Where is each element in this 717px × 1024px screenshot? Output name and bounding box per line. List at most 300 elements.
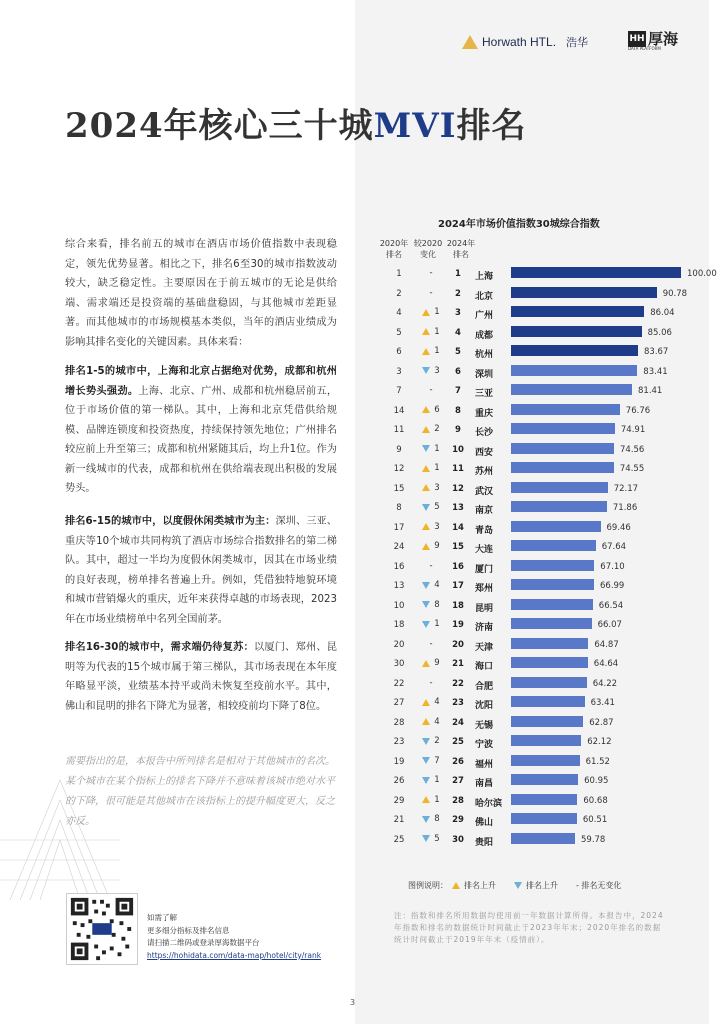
chart-row: [370, 732, 670, 752]
rank-2020: 19: [393, 756, 405, 767]
rank-change-value: 2: [434, 424, 440, 434]
chart-row: [370, 615, 670, 635]
rank-change-value: 3: [434, 521, 440, 532]
chart-row: [370, 303, 675, 323]
rank-change: [416, 502, 446, 512]
rank-2024: 28: [452, 795, 464, 806]
index-value-label: 66.99: [600, 581, 625, 591]
qr-code[interactable]: [66, 893, 138, 965]
index-value-label: 67.64: [601, 542, 627, 552]
rank-down-icon: [422, 621, 430, 628]
rank-2024: 26: [452, 756, 464, 767]
city-name: 北京: [475, 291, 494, 302]
rank-down-icon: [422, 601, 430, 608]
chart-row: [370, 635, 670, 655]
index-bar: [511, 462, 614, 473]
rank-2024: 12: [452, 483, 464, 494]
index-bar: [511, 774, 578, 785]
ranking-note: 需要指出的是，本报告中所列排名是相对于其他城市的名次。某个城市在某个指标上的排名下降并不意味着该城市绝对水平的下降，很可能是其他城市在该指标上的提升幅度更大，反之亦反。: [65, 756, 335, 827]
rank-2020: 2: [396, 288, 402, 299]
rank-up-icon: [422, 660, 430, 667]
index-bar: [511, 287, 657, 298]
index-bar: [511, 638, 588, 649]
horwath-logo: [462, 32, 588, 52]
rank-down-icon: [422, 367, 430, 374]
index-bar: [511, 501, 607, 512]
index-bar: [511, 267, 681, 278]
index-bar: [511, 618, 592, 629]
rank-down-icon: [422, 504, 430, 511]
chart-row: [370, 518, 670, 538]
chart-row: [370, 713, 670, 733]
rank-change: [416, 600, 446, 610]
city-name: 厦门: [475, 564, 494, 575]
rank-change-value: 3: [434, 365, 440, 376]
rank-up-icon: [422, 484, 430, 491]
rank-up-icon: [422, 426, 430, 433]
rank-2024: 16: [452, 561, 464, 572]
rank-2024: 14: [452, 522, 464, 533]
rank-2024: 18: [452, 600, 464, 611]
rank-up-icon: [422, 699, 430, 706]
chart-row: [370, 284, 688, 304]
intro-paragraph: 综合来看，排名前五的城市在酒店市场价值指数中表现稳定，领先优势显著。相比之下，排名6至30的城市指数波动较大，缺乏稳定性。主要原因在于前五城市的无论是供给端、需求端还是投资端的基础盘稳固，与其他城市差距显著。而其他城市的市场规模基本类似，当年的酒店业绩成为影响其排名变化的关键因素。具体来看：: [65, 239, 337, 348]
index-value-label: 60.95: [584, 776, 609, 786]
rank-2024: 22: [452, 678, 464, 689]
rank-change: [416, 678, 446, 688]
rank-2020: 18: [393, 620, 405, 630]
rank-2024: 20: [452, 639, 464, 650]
city-name: 大连: [475, 545, 494, 555]
rank-change-value: 4: [434, 580, 440, 590]
rank-change-value: 1: [434, 346, 440, 356]
rank-change: [416, 658, 446, 668]
tier2-paragraph: [65, 512, 337, 629]
index-value-label: 74.91: [620, 425, 646, 435]
rank-2024: 11: [452, 464, 464, 474]
index-value-label: 60.68: [583, 795, 608, 806]
tier3-heading: 排名16-30的城市中，需求端仍待复苏：: [65, 642, 254, 653]
title-part1: 2024年核心三十城: [65, 106, 374, 146]
index-bar: [511, 365, 637, 376]
rank-2020: 10: [393, 600, 405, 611]
rank-down-icon: [422, 757, 430, 764]
index-bar: [511, 599, 593, 610]
chart-row: [370, 810, 670, 830]
rank-2024: 19: [452, 620, 464, 630]
horwath-logo-text: Horwath HTL.: [482, 35, 557, 49]
city-name: 天津: [475, 642, 494, 653]
tier1-paragraph: [65, 362, 337, 499]
rank-2024: 21: [452, 659, 464, 669]
rank-change: [416, 268, 446, 278]
col-header-change: 较2020 变化: [413, 239, 443, 259]
houhai-mark-icon: HH: [628, 31, 646, 47]
city-name: 贵阳: [475, 837, 494, 848]
index-bar: [511, 735, 581, 746]
rank-up-icon: [422, 543, 430, 550]
chart-row: [370, 362, 670, 382]
tier2-text: 深圳、三亚、重庆等10个城市共同构筑了酒店市场综合指数排名的第二梯队。其中，超过一半均为度假休闲类城市，因其在市场业绩的良好表现，榜单排名普遍上升。例如，凭借独特地貌环境和城市营销爆火的重庆，近年来获得卓越的市场表现，2023年在市场业绩榜单中名列全国前茅。: [65, 516, 337, 625]
legend-prefix: 图例说明：: [408, 881, 448, 890]
horwath-logo-cn: 浩华: [566, 36, 589, 49]
rank-change: [416, 834, 446, 844]
rank-change: [416, 463, 446, 473]
data-footnote: 注：指数和排名所用数据均使用前一年数据计算所得。本报告中，2024年指数和排名的数据统计时间截止于2023年年末；2020年排名的数据统计时间截止于2019年年末（疫情前）。: [394, 911, 664, 944]
rank-2020: 9: [396, 444, 402, 455]
chart-row: [370, 264, 717, 284]
rank-2024: 10: [452, 444, 464, 455]
chart-row: [370, 479, 670, 499]
rank-2020: 3: [396, 366, 402, 377]
rank-2020: 7: [396, 386, 402, 396]
city-name: 佛山: [475, 818, 494, 828]
rank-up-icon: [422, 348, 430, 355]
index-value-label: 64.22: [592, 678, 618, 689]
index-bar: [511, 326, 642, 337]
city-name: 长沙: [475, 428, 494, 438]
rank-change-value: 5: [434, 833, 440, 844]
rank-down-icon: [422, 582, 430, 589]
chart-row: [370, 381, 670, 401]
rank-2024: 17: [452, 581, 464, 591]
rank-change-value: 8: [434, 599, 440, 610]
rank-down-icon: [422, 738, 430, 745]
rank-2020: 12: [393, 464, 405, 474]
houhai-logo: [628, 28, 678, 49]
index-bar: [511, 833, 575, 844]
rank-change: [416, 580, 446, 590]
city-name: 广州: [475, 311, 494, 321]
rank-2020: 13: [393, 581, 405, 591]
page-title: [65, 98, 527, 147]
index-bar: [511, 306, 644, 317]
rank-change: [416, 561, 446, 571]
city-name: 无锡: [475, 720, 494, 731]
rank-up-icon: [422, 406, 430, 413]
rank-2020: 1: [396, 269, 402, 279]
rank-2024: 30: [452, 834, 464, 845]
rank-change: [416, 483, 446, 493]
rank-2024: 7: [455, 386, 461, 396]
index-value-label: 76.76: [625, 405, 651, 416]
rank-change: [416, 736, 446, 746]
rank-2020: 17: [393, 522, 405, 533]
chart-row: [370, 771, 670, 791]
rank-down-icon: [422, 445, 430, 452]
rank-2024: 27: [452, 776, 464, 786]
rank-2020: 16: [393, 561, 405, 572]
chart-row: [370, 752, 670, 772]
rank-change: [416, 639, 446, 649]
index-value-label: 61.52: [585, 756, 610, 767]
rank-2020: 21: [393, 815, 405, 825]
index-bar: [511, 443, 614, 454]
col-header-2024: 2024年 排名: [446, 239, 476, 259]
index-value-label: 83.67: [644, 347, 669, 357]
rank-2024: 2: [455, 288, 461, 299]
rank-2020: 22: [393, 678, 405, 689]
index-bar: [511, 677, 587, 688]
index-bar: [511, 696, 585, 707]
rank-change: [416, 795, 446, 805]
index-value-label: 86.04: [650, 308, 675, 318]
rank-change-value: 2: [434, 736, 440, 746]
rank-change: [416, 366, 446, 376]
rank-2024: 4: [455, 327, 461, 338]
index-bar: [511, 755, 580, 766]
city-name: 沈阳: [475, 701, 494, 711]
index-bar: [511, 521, 601, 532]
rank-2020: 30: [393, 659, 405, 669]
horwath-triangle-icon: [462, 35, 478, 49]
rank-change-value: 3: [434, 482, 440, 493]
chart-title: 2024年市场价值指数30城综合指数: [438, 219, 600, 230]
rank-2024: 8: [455, 405, 461, 416]
city-name: 深圳: [475, 369, 494, 380]
rank-2024: 1: [455, 269, 461, 279]
rank-change-value: 6: [434, 404, 440, 415]
rank-change-value: 9: [434, 541, 440, 551]
col-header-2020: 2020年 排名: [379, 239, 409, 259]
index-bar: [511, 813, 577, 824]
rank-change: [416, 717, 446, 727]
rank-change-value: 1: [434, 619, 440, 629]
chart-row: [370, 557, 670, 577]
chart-row: [370, 342, 670, 362]
rank-up-icon: [422, 718, 430, 725]
rank-2024: 13: [452, 503, 464, 513]
legend-up-label: 排名上升: [464, 881, 496, 890]
rank-change-value: 5: [434, 502, 440, 512]
tier3-paragraph: [65, 638, 337, 716]
legend-down-icon: [514, 882, 522, 889]
city-name: 哈尔滨: [475, 798, 503, 809]
chart-row: [370, 537, 670, 557]
city-name: 济南: [475, 623, 494, 633]
rank-2020: 8: [396, 503, 402, 513]
rank-2020: 26: [393, 776, 405, 786]
rank-change-value: -: [429, 560, 433, 571]
index-value-label: 85.06: [647, 327, 672, 338]
rank-down-icon: [422, 777, 430, 784]
chart-row: [370, 791, 670, 811]
rank-change-value: 1: [434, 443, 440, 454]
index-bar: [511, 540, 596, 551]
chart-row: [370, 420, 670, 440]
rank-down-icon: [422, 816, 430, 823]
index-bar: [511, 579, 594, 590]
city-name: 三亚: [475, 389, 494, 399]
chart-row: [370, 401, 670, 421]
rank-up-icon: [422, 328, 430, 335]
legend-up-icon: [452, 882, 460, 889]
index-value-label: 64.64: [593, 659, 619, 669]
rank-up-icon: [422, 309, 430, 316]
index-value-label: 62.87: [589, 717, 614, 728]
rank-change-value: 1: [434, 307, 440, 317]
index-value-label: 67.10: [600, 561, 625, 572]
chart-legend: [408, 880, 621, 891]
rank-change: [416, 619, 446, 629]
tier2-heading: 排名6-15的城市中，以度假休闲类城市为主：: [65, 516, 276, 527]
qr-line2: 更多细分指标及排名信息: [147, 925, 230, 935]
index-value-label: 62.12: [587, 737, 612, 747]
city-name: 重庆: [475, 408, 494, 419]
rank-2024: 3: [455, 308, 461, 318]
chart-row: [370, 576, 670, 596]
rank-up-icon: [422, 523, 430, 530]
rank-change: [416, 288, 446, 298]
rank-2020: 14: [393, 405, 405, 416]
city-name: 合肥: [475, 681, 494, 692]
legend-down-label: 排名上升: [526, 881, 558, 890]
rank-change: [416, 697, 446, 707]
rank-2020: 28: [393, 717, 405, 728]
chart-row: [370, 693, 670, 713]
index-value-label: 72.17: [613, 483, 639, 494]
city-name: 郑州: [475, 584, 494, 594]
houhai-logo-sub: DATA PLATFORM: [628, 46, 661, 51]
chart-row: [370, 596, 670, 616]
tier1-text: 上海、北京、广州、成都和杭州稳居前五，位于市场价值的第一梯队。其中，上海和北京凭借供给规模、品牌连锁度和投资热度，持续保持领先地位；广州排名较应前上升至第三；成都和杭州紧随其后，均上升1位。作为新一线城市的代表，成都和杭州在供给端表现出积极的发展势头。: [65, 385, 338, 494]
index-value-label: 100.00: [687, 269, 717, 279]
qr-line3: 请扫描二维码或登录厚海数据平台: [147, 938, 260, 947]
chart-row: [370, 498, 670, 518]
index-bar: [511, 794, 577, 805]
rank-change: [416, 424, 446, 434]
index-value-label: 59.78: [581, 834, 606, 845]
chart-row: [370, 323, 670, 343]
rank-change-value: 1: [434, 463, 440, 473]
rank-change-value: 4: [434, 697, 440, 707]
index-value-label: 66.54: [598, 600, 624, 611]
rank-2024: 23: [452, 698, 464, 708]
rank-2020: 20: [393, 639, 405, 650]
city-name: 上海: [475, 272, 494, 282]
index-bar: [511, 404, 620, 415]
rank-change-value: -: [429, 287, 433, 298]
qr-line1: 如需了解: [147, 913, 177, 922]
rank-change: [416, 327, 446, 337]
chart-row: [370, 674, 670, 694]
rank-change: [416, 346, 446, 356]
index-bar: [511, 482, 608, 493]
index-value-label: 66.07: [597, 620, 622, 630]
rank-2024: 29: [452, 815, 464, 825]
rank-change: [416, 385, 446, 395]
rank-change: [416, 444, 446, 454]
city-name: 青岛: [475, 525, 494, 536]
index-value-label: 74.56: [620, 444, 645, 455]
rank-change: [416, 307, 446, 317]
index-value-label: 71.86: [612, 503, 638, 513]
city-name: 昆明: [475, 603, 494, 614]
rank-2020: 6: [396, 347, 402, 357]
rank-change: [416, 814, 446, 824]
city-name: 宁波: [475, 740, 494, 750]
index-bar: [511, 423, 615, 434]
index-value-label: 74.55: [619, 464, 645, 474]
rank-change-value: 1: [434, 775, 440, 785]
rank-2020: 11: [393, 425, 405, 435]
index-value-label: 64.87: [594, 639, 619, 650]
chart-row: [370, 440, 670, 460]
city-name: 福州: [475, 759, 494, 770]
rank-2024: 25: [452, 737, 464, 747]
index-bar: [511, 384, 632, 395]
rank-2020: 25: [393, 834, 405, 845]
rank-2024: 9: [455, 425, 461, 435]
rank-2020: 24: [393, 542, 405, 552]
city-name: 南昌: [475, 779, 494, 789]
rank-2024: 5: [455, 347, 461, 357]
rank-2024: 15: [452, 542, 464, 552]
qr-info: [147, 912, 321, 962]
qr-link[interactable]: https://hohidata.com/data-map/hotel/city/rank: [147, 950, 322, 960]
rank-change-value: 1: [434, 326, 440, 337]
chart-row: [370, 654, 670, 674]
city-name: 成都: [475, 330, 494, 341]
rank-2020: 27: [393, 698, 405, 708]
title-part2: 排名: [456, 106, 527, 146]
index-value-label: 69.46: [606, 522, 631, 533]
chart-row: [370, 830, 670, 850]
index-bar: [511, 716, 583, 727]
index-value-label: 83.41: [643, 366, 668, 377]
rank-up-icon: [422, 796, 430, 803]
rank-change-value: 9: [434, 658, 440, 668]
rank-2024: 24: [452, 717, 464, 728]
rank-change-value: -: [429, 385, 433, 395]
city-name: 西安: [475, 447, 494, 458]
rank-2020: 29: [393, 795, 405, 806]
rank-change: [416, 541, 446, 551]
page-number: 3: [350, 998, 356, 1007]
rank-change-value: 7: [434, 755, 440, 766]
rank-change: [416, 756, 446, 766]
city-name: 南京: [475, 506, 494, 516]
rank-change-value: -: [429, 268, 433, 278]
rank-2020: 4: [396, 308, 402, 318]
city-name: 海口: [475, 662, 494, 672]
rank-2024: 6: [455, 366, 461, 377]
index-value-label: 60.51: [582, 815, 608, 825]
rank-change-value: -: [429, 638, 433, 649]
city-name: 苏州: [475, 467, 494, 477]
rank-up-icon: [422, 465, 430, 472]
index-value-label: 81.41: [638, 386, 663, 396]
rank-change-value: 1: [434, 794, 440, 805]
index-bar: [511, 560, 594, 571]
title-accent: MVI: [373, 106, 457, 146]
tier3-text: 以厦门、郑州、昆明等为代表的15个城市属于第三梯队，其市场表现在本年度年略显平淡，业绩基本持平或尚未恢复至疫前水平。其中，佛山和昆明的排名下降尤为显著，相较疫前均下降了8位。: [65, 642, 337, 712]
chart-row: [370, 459, 670, 479]
rank-change: [416, 405, 446, 415]
rank-change-value: -: [429, 677, 433, 688]
rank-2020: 5: [396, 327, 402, 338]
rank-change: [416, 522, 446, 532]
houhai-logo-text: 厚海: [648, 30, 679, 48]
index-value-label: 63.41: [590, 698, 615, 708]
rank-change: [416, 775, 446, 785]
index-bar: [511, 657, 588, 668]
rank-2020: 23: [393, 737, 405, 747]
tier1-heading: 排名1-5的城市中，上海和北京占据绝对优势，成都和杭州增长势头强劲。: [65, 366, 337, 397]
city-name: 武汉: [475, 486, 494, 497]
rank-down-icon: [422, 835, 430, 842]
city-name: 杭州: [475, 350, 494, 360]
